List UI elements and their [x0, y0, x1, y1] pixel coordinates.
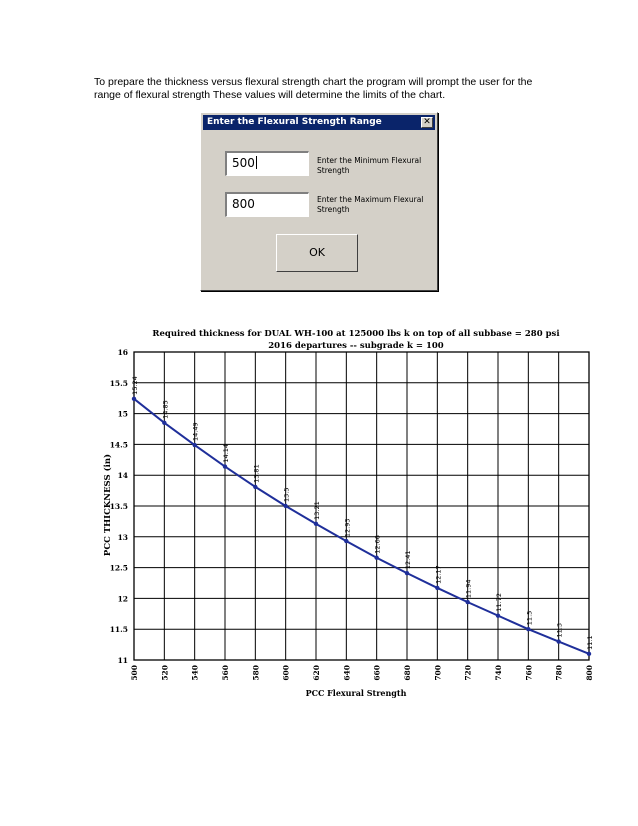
data-label: 12.66	[373, 535, 382, 554]
x-tick-label: 600	[281, 665, 291, 681]
x-tick-label: 520	[160, 665, 170, 681]
data-label: 14.49	[191, 422, 200, 442]
min-strength-value: 500	[232, 156, 255, 170]
dialog-title: Enter the Flexural Strength Range	[207, 117, 382, 127]
y-axis-label: PCC THICKNESS (in)	[103, 453, 113, 557]
x-tick-label: 640	[342, 665, 352, 681]
data-label: 13.5	[282, 487, 291, 502]
data-label: 12.41	[404, 550, 412, 570]
data-label: 11.5	[525, 610, 534, 626]
y-tick-label: 12.5	[109, 563, 128, 573]
data-label: 11.72	[495, 593, 503, 612]
data-point	[283, 504, 287, 508]
y-tick-label: 15.5	[109, 378, 128, 388]
y-tick-label: 13	[117, 532, 128, 542]
data-label: 11.94	[464, 579, 473, 599]
max-strength-label: Enter the Maximum Flexural Strength	[317, 195, 424, 214]
x-tick-label: 660	[372, 665, 382, 681]
x-tick-label: 580	[251, 665, 261, 681]
data-label: 11.1	[586, 635, 594, 650]
y-tick-label: 14.5	[109, 440, 128, 450]
data-point	[587, 652, 591, 656]
x-tick-label: 680	[403, 665, 412, 681]
data-label: 14.14	[222, 443, 230, 463]
data-point	[314, 522, 318, 526]
max-strength-value: 800	[232, 197, 255, 211]
y-tick-label: 16	[117, 348, 128, 357]
data-label: 14.85	[161, 400, 170, 419]
data-point	[526, 627, 530, 631]
y-tick-label: 14	[117, 471, 128, 481]
y-tick-label: 13.5	[109, 502, 128, 511]
data-point	[465, 600, 469, 604]
series-line	[134, 399, 589, 654]
intro-line-1: To prepare the thickness versus flexural strength chart the program will prompt the user for the	[94, 76, 533, 88]
chart-title-line-1: Required thickness for DUAL WH-100 at 125000 lbs k on top of all subbase = 280 psi	[152, 329, 560, 339]
x-tick-label: 620	[312, 665, 321, 681]
x-tick-label: 760	[524, 665, 534, 681]
data-point	[405, 571, 409, 575]
x-tick-label: 540	[190, 665, 200, 681]
data-label: 13.21	[313, 501, 321, 520]
y-tick-label: 11	[117, 656, 128, 665]
y-tick-label: 12	[117, 594, 128, 604]
intro-line-2: range of flexural strength These values will determine the limits of the chart.	[94, 89, 446, 101]
data-label: 12.17	[434, 565, 443, 584]
close-icon: ✕	[423, 117, 431, 127]
x-axis-label: PCC Flexural Strength	[305, 688, 407, 698]
x-tick-label: 780	[554, 665, 564, 681]
data-label: 13.81	[252, 464, 261, 483]
x-tick-label: 720	[463, 665, 473, 681]
y-tick-label: 11.5	[109, 625, 128, 635]
x-tick-label: 560	[221, 665, 230, 681]
data-point	[374, 556, 378, 560]
data-point	[344, 539, 348, 543]
data-point	[253, 485, 257, 489]
data-point	[223, 464, 227, 468]
data-label: 11.3	[555, 623, 564, 638]
x-tick-label: 800	[585, 665, 594, 681]
min-strength-label: Enter the Minimum Flexural Strength	[317, 156, 422, 175]
x-tick-label: 740	[494, 665, 503, 681]
data-point	[192, 443, 196, 447]
x-tick-label: 700	[433, 665, 443, 681]
ok-button[interactable]: OK	[276, 234, 358, 272]
data-point	[556, 639, 560, 643]
data-point	[435, 586, 439, 590]
data-point	[132, 397, 136, 401]
data-point	[162, 421, 166, 425]
data-label: 15.24	[131, 376, 139, 395]
y-tick-label: 15	[117, 409, 128, 419]
data-label: 12.93	[343, 518, 352, 538]
data-point	[496, 613, 500, 617]
x-tick-label: 500	[130, 665, 139, 681]
chart-title-line-2: 2016 departures -- subgrade k = 100	[268, 341, 444, 351]
